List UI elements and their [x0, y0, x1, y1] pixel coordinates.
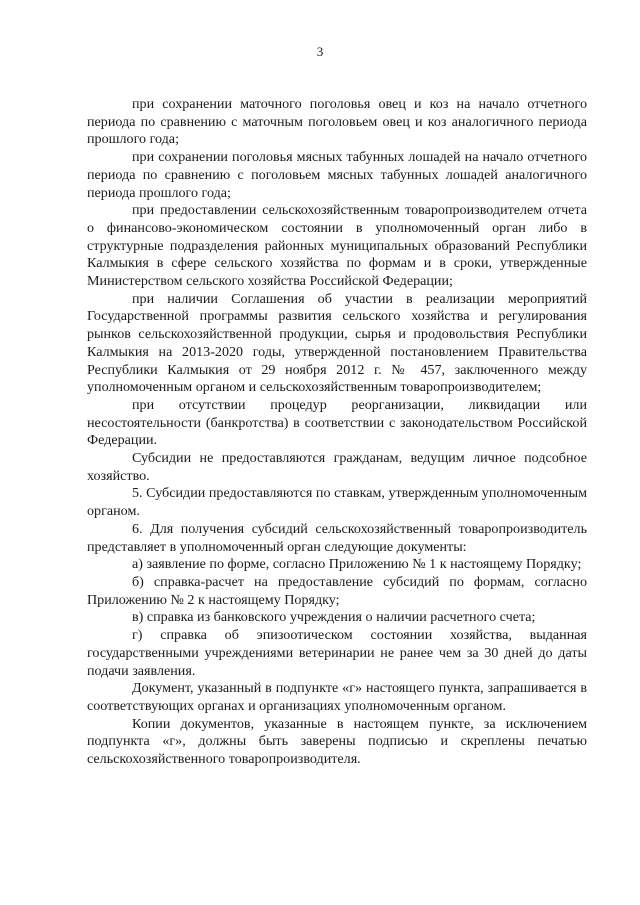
paragraph-not-for-households: Субсидии не предоставляются гражданам, ведущим личное подсобное хозяйство. [87, 450, 587, 484]
list-item-g: г) справка об эпизоотическом состоянии хозяйства, выданная государственными учреждениями ветеринарии не ранее чем за 30 дней до даты подачи заявления. [87, 627, 587, 679]
paragraph-copies-certified: Копии документов, указанные в настоящем пункте, за исключением подпункта «г», должны быть заверены подписью и скреплены печатью сельскохозяйственного товаропроизводителя. [87, 715, 587, 768]
paragraph-no-bankruptcy: при отсутствии процедур реорганизации, ликвидации или несостоятельности (банкротства) в соответствии с законодательством Российской Федерации. [87, 396, 587, 449]
document-body [87, 96, 587, 769]
page-number: 3 [316, 44, 324, 59]
paragraph-sheep-goats: при сохранении маточного поголовья овец и коз на начало отчетного периода по сравнению с маточным поголовьем овец и коз аналогичного периода прошлого года; [87, 96, 587, 148]
paragraph-horses: при сохранении поголовья мясных табунных лошадей на начало отчетного периода по сравнению с поголовьем мясных табунных лошадей аналогичного периода прошлого года; [87, 149, 587, 201]
paragraph-financial-report: при предоставлении сельскохозяйственным товаропроизводителем отчета о финансово-экономическом состоянии в уполномоченный орган либо в структурные подразделения районных муниципальных образований Республики Калмыкия в сфере сельского хозяйства по формам и в сроки, утвержденные Министерством сельского хозяйства Российской Федерации; [87, 202, 587, 290]
paragraph-agreement: при наличии Соглашения об участии в реализации мероприятий Государственной программы развития сельского хозяйства и регулирования рынков сельскохозяйственной продукции, сырья и продовольствия Республики Калмыкия на 2013-2020 годы, утвержденной постановлением Правительства Республики Калмыкия от 29 ноября 2012 г. № 457, заключенного между уполномоченным органом и сельскохозяйственным товаропроизводителем; [87, 290, 587, 396]
list-item-a: а) заявление по форме, согласно Приложению № 1 к настоящему Порядку; [132, 556, 582, 573]
paragraph-document-request: Документ, указанный в подпункте «г» настоящего пункта, запрашивается в соответствующих органах и организациях уполномоченным органом. [87, 680, 587, 714]
paragraph-item-6: 6. Для получения субсидий сельскохозяйственный товаропроизводитель представляет в уполномоченный орган следующие документы: [87, 520, 587, 555]
list-item-v: в) справка из банковского учреждения о наличии расчетного счета; [132, 609, 536, 626]
list-item-b: б) справка-расчет на предоставление субсидий по формам, согласно Приложению № 2 к настоящему Порядку; [87, 573, 587, 608]
paragraph-item-5: 5. Субсидии предоставляются по ставкам, утвержденным уполномоченным органом. [87, 485, 587, 520]
